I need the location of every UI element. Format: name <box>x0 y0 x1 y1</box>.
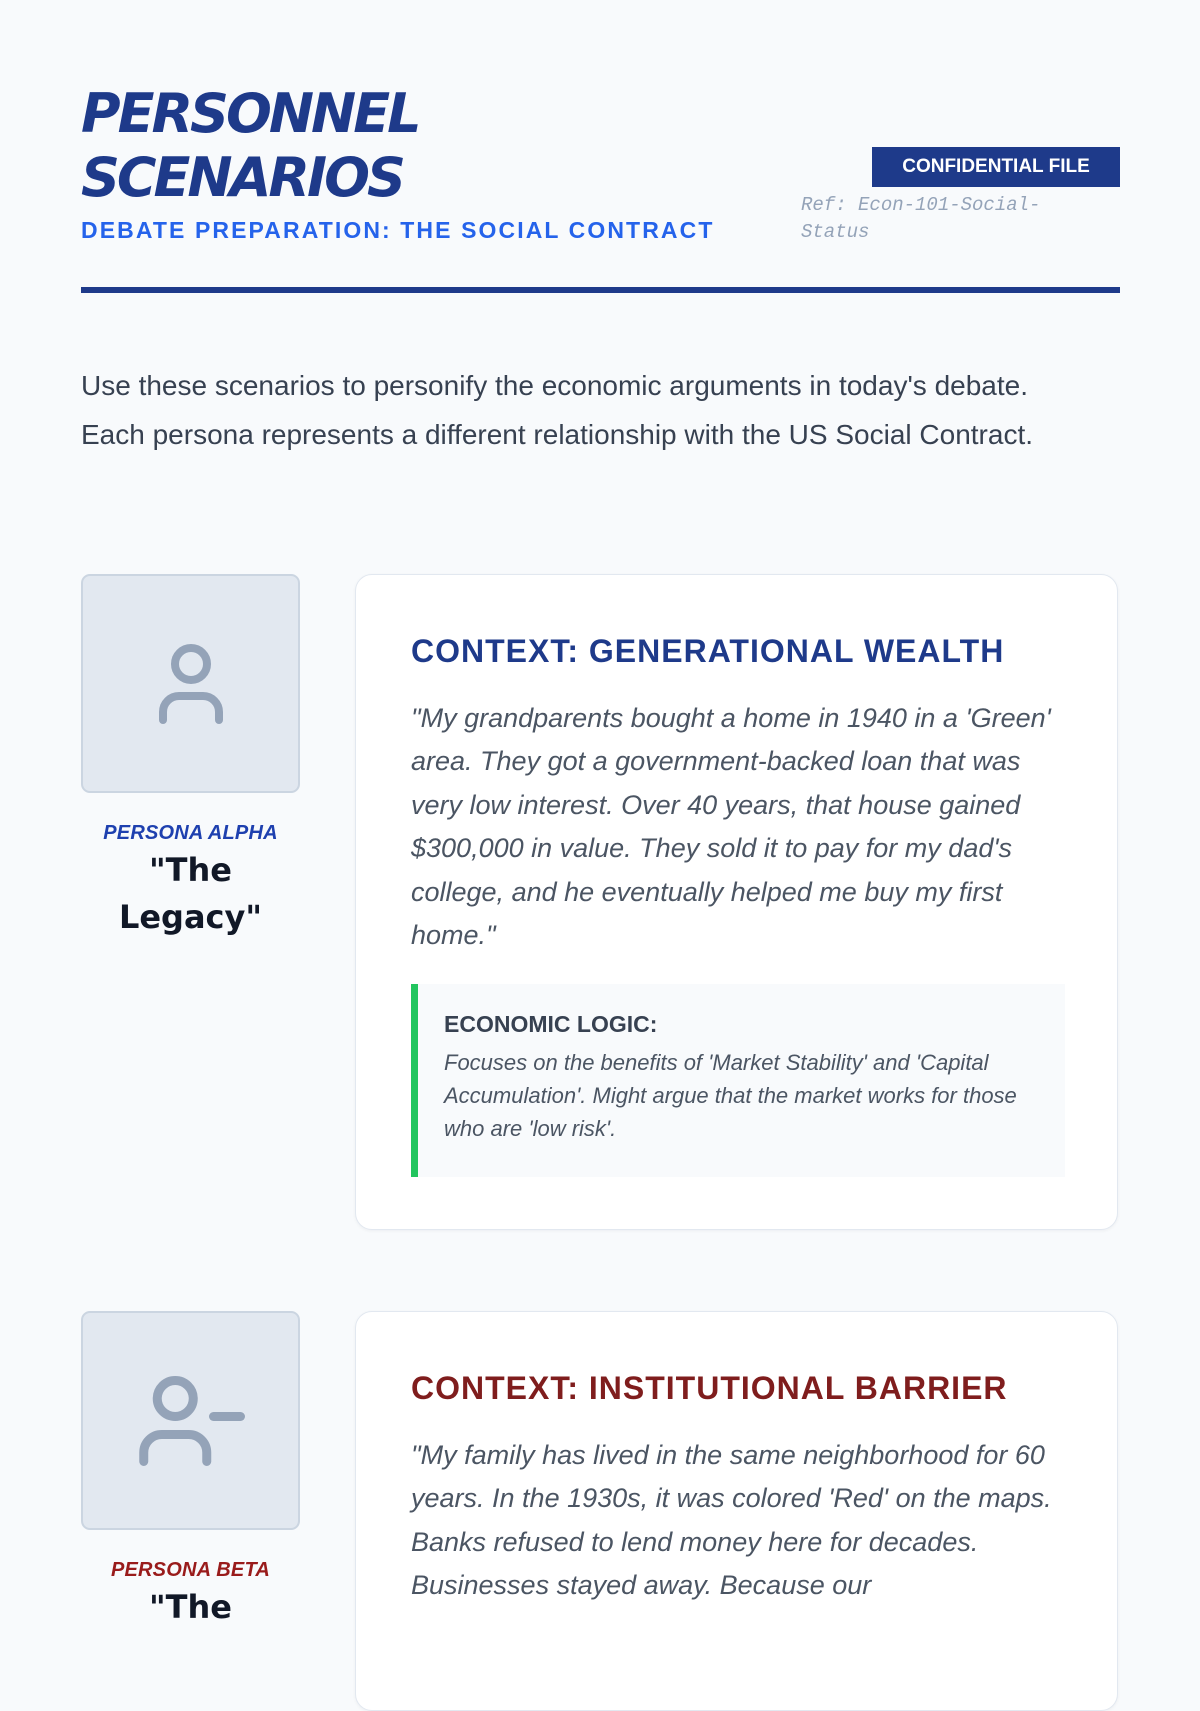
economic-logic-box <box>411 984 1065 1177</box>
avatar <box>81 574 300 793</box>
persona-name <box>81 847 300 941</box>
confidential-badge: CONFIDENTIAL FILE <box>872 147 1120 187</box>
persona-name <box>81 1584 300 1631</box>
persona-quote: "My grandparents bought a home in 1940 in a 'Green' area. They got a government-backed loan that was very low interest. Over 40 years, that house gained $300,000 in value. They sold it to pay for my dad's college, and he eventually helped me buy my first home." <box>411 703 1051 951</box>
persona-name-line-1: "The <box>149 1588 232 1626</box>
avatar <box>81 1311 300 1530</box>
persona-beta-card <box>355 1311 1118 1711</box>
persona-alpha-card <box>355 574 1118 1230</box>
persona-beta-profile <box>81 1311 300 1631</box>
context-heading: CONTEXT: GENERATIONAL WEALTH <box>411 633 1005 669</box>
persona-label: PERSONA BETA <box>110 1559 271 1581</box>
persona-quote: "My family has lived in the same neighborhood for 60 years. In the 1930s, it was colored 'Red' on the maps. Banks refused to lend money here for decades. Businesses stayed away. Because our <box>411 1440 1052 1601</box>
user-icon <box>143 636 239 732</box>
user-minus-icon <box>137 1367 245 1475</box>
header-divider <box>81 287 1120 293</box>
intro-paragraph: Use these scenarios to personify the economic arguments in today's debate. Each persona represents a different relationship with the US Social Contract. <box>81 370 1033 450</box>
context-heading: CONTEXT: INSTITUTIONAL BARRIER <box>411 1370 1008 1406</box>
economic-logic-text: Focuses on the benefits of 'Market Stability' and 'Capital Accumulation'. Might argue that the market works for those who are 'low risk'. <box>444 1050 1017 1141</box>
persona-name-line-1: "The <box>149 851 232 889</box>
page-title <box>81 82 601 210</box>
reference-code: Ref: Econ-101-Social-Status <box>801 194 1041 243</box>
title-line-1: PERSONNEL <box>81 82 419 145</box>
economic-logic-title: ECONOMIC LOGIC: <box>444 1011 658 1037</box>
persona-label: PERSONA ALPHA <box>103 822 278 844</box>
page <box>81 0 1120 1626</box>
page-subtitle: DEBATE PREPARATION: THE SOCIAL CONTRACT <box>81 217 715 243</box>
persona-alpha-profile <box>81 574 300 941</box>
persona-name-line-2: Legacy" <box>118 898 263 936</box>
document-header <box>81 0 1120 294</box>
title-line-2: SCENARIOS <box>81 146 403 209</box>
